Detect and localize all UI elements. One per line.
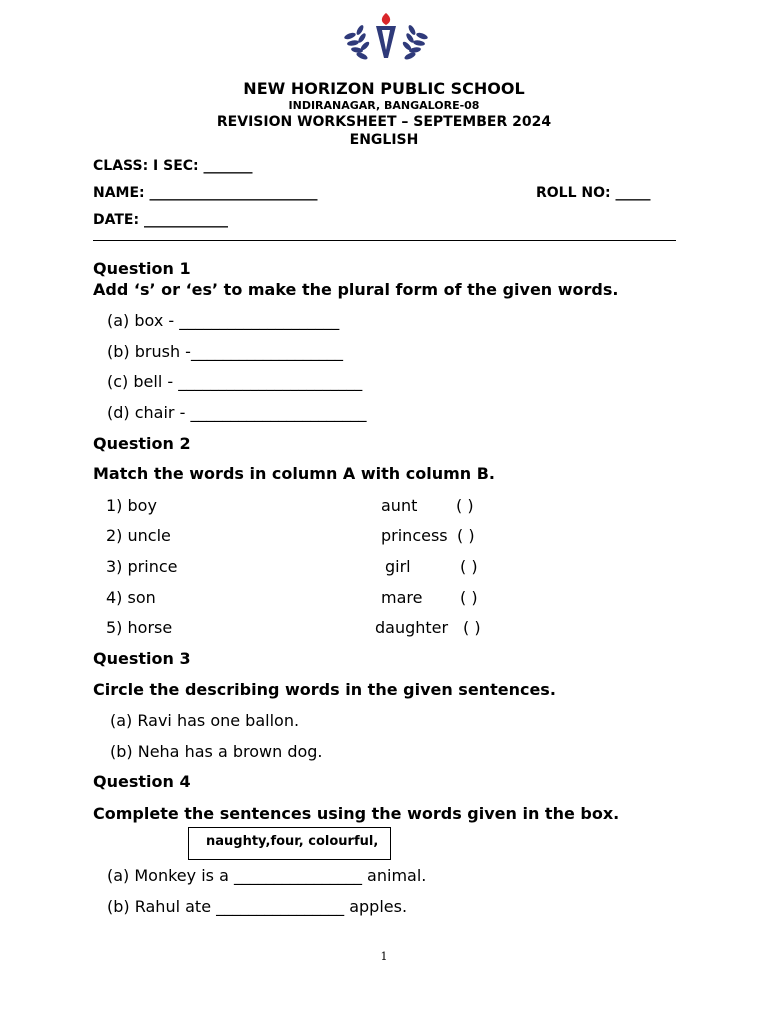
column-b-item: aunt [381, 496, 418, 515]
subject-title: ENGLISH [349, 132, 419, 148]
column-b-item: mare [381, 588, 423, 607]
question-4-instruction: Complete the sentences using the words given in the box. [93, 804, 620, 823]
column-a-item: 2) uncle [106, 526, 171, 545]
answer-bracket: ( ) [457, 526, 475, 545]
school-address: INDIRANAGAR, BANGALORE-08 [288, 99, 480, 112]
school-logo-icon [340, 12, 432, 62]
answer-bracket: ( ) [463, 618, 481, 637]
question-1-title: Question 1 [93, 259, 191, 278]
q1-item-b: (b) brush -___________________ [107, 342, 343, 361]
q3-item-b: (b) Neha has a brown dog. [110, 742, 323, 761]
q4-item-a: (a) Monkey is a ________________ animal. [107, 866, 427, 885]
date-field: DATE: ____________ [93, 212, 228, 228]
question-2-instruction: Match the words in column A with column B. [93, 464, 495, 483]
q3-item-a: (a) Ravi has one ballon. [110, 711, 300, 730]
column-b-item: girl [385, 557, 411, 576]
column-a-item: 1) boy [106, 496, 157, 515]
question-2-title: Question 2 [93, 434, 191, 453]
q1-item-c: (c) bell - _______________________ [107, 372, 363, 391]
q4-item-b: (b) Rahul ate ________________ apples. [107, 897, 408, 916]
worksheet-title: REVISION WORKSHEET – SEPTEMBER 2024 [216, 114, 552, 130]
column-b-item: princess [381, 526, 448, 545]
column-a-item: 4) son [106, 588, 156, 607]
q1-item-a: (a) box - ____________________ [107, 311, 340, 330]
column-a-item: 5) horse [106, 618, 173, 637]
column-b-item: daughter [375, 618, 449, 637]
q1-item-d: (d) chair - ______________________ [107, 403, 367, 422]
question-3-instruction: Circle the describing words in the given sentences. [93, 680, 556, 699]
roll-no-field: ROLL NO: _____ [536, 185, 651, 201]
answer-bracket: ( ) [460, 588, 478, 607]
school-name: NEW HORIZON PUBLIC SCHOOL [243, 79, 525, 98]
page-number: 1 [380, 950, 388, 963]
word-box: naughty,four, colourful, [188, 827, 391, 860]
question-4-title: Question 4 [93, 772, 191, 791]
class-field: CLASS: I SEC: _______ [93, 158, 253, 174]
column-a-item: 3) prince [106, 557, 178, 576]
answer-bracket: ( ) [460, 557, 478, 576]
name-field: NAME: ________________________ [93, 185, 318, 201]
question-3-title: Question 3 [93, 649, 191, 668]
answer-bracket: ( ) [456, 496, 474, 515]
question-1-instruction: Add ‘s’ or ‘es’ to make the plural form of the given words. [93, 280, 619, 299]
header-divider [93, 240, 676, 241]
